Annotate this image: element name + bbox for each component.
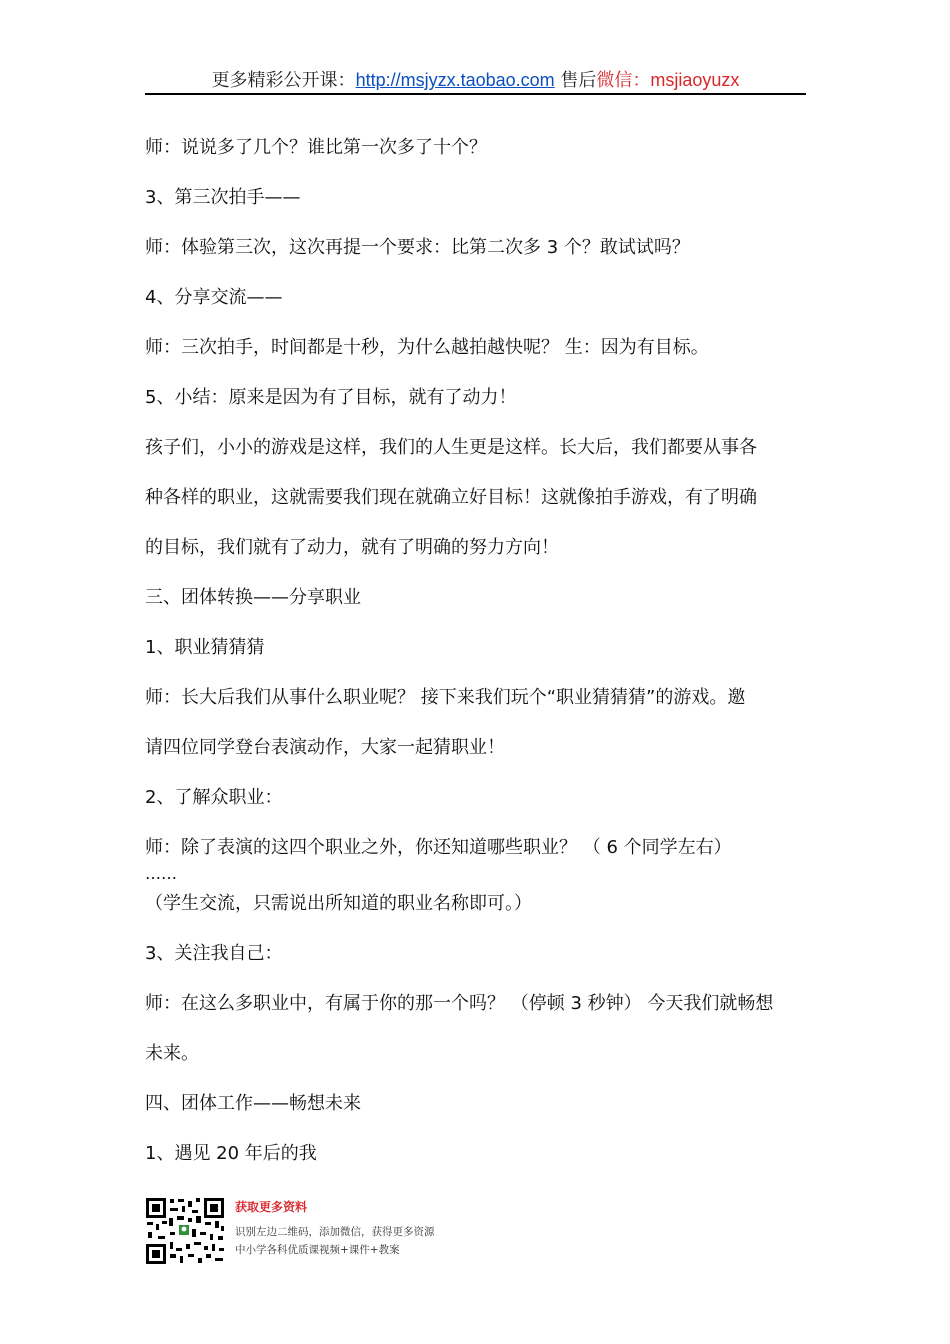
paragraph: 师：长大后我们从事什么职业呢？ 接下来我们玩个“职业猜猜猜”的游戏。邀: [145, 687, 746, 708]
footer-title: 获取更多资料: [235, 1200, 308, 1214]
paragraph: 种各样的职业，这就需要我们现在就确立好目标！这就像拍手游戏，有了明确: [145, 487, 757, 508]
paragraph: 1、职业猜猜猜: [145, 637, 265, 658]
section-heading: 四、团体工作——畅想未来: [145, 1093, 361, 1114]
qr-code-icon[interactable]: [144, 1196, 226, 1266]
header-after-sale: 售后: [560, 70, 597, 91]
footer-line-1: 识别左边二维码，添加微信，获得更多资源: [235, 1226, 435, 1238]
paragraph: 4、分享交流——: [145, 287, 283, 308]
promo-footer: [144, 1196, 474, 1266]
paragraph: 师：除了表演的这四个职业之外，你还知道哪些职业？ （ 6 个同学左右）: [145, 837, 732, 858]
paragraph: 1、遇见 20 年后的我: [145, 1143, 317, 1164]
header-wechat-id: msjiaoyuzx: [650, 70, 740, 90]
paragraph: 师：在这么多职业中，有属于你的那一个吗？ （停顿 3 秒钟） 今天我们就畅想: [145, 993, 774, 1014]
header-prefix: 更多精彩公开课：: [211, 70, 356, 91]
paragraph: （学生交流，只需说出所知道的职业名称即可。）: [145, 893, 532, 914]
paragraph: 3、第三次拍手——: [145, 187, 301, 208]
paragraph: 孩子们，小小的游戏是这样，我们的人生更是这样。长大后，我们都要从事各: [145, 437, 757, 458]
store-link[interactable]: http://msjyzx.taobao.com: [355, 70, 555, 90]
paragraph: 师：体验第三次，这次再提一个要求：比第二次多 3 个？敢试试吗？: [145, 237, 690, 258]
paragraph: 未来。: [145, 1043, 199, 1064]
ellipsis: ……: [145, 864, 177, 883]
document-body: [145, 130, 810, 1166]
paragraph: 师：三次拍手，时间都是十秒，为什么越拍越快呢？ 生：因为有目标。: [145, 337, 709, 358]
paragraph: 3、关注我自己：: [145, 943, 283, 964]
header-wechat-label: 微信：: [596, 70, 651, 91]
paragraph: 师：说说多了几个？谁比第一次多了十个？: [145, 137, 487, 158]
paragraph: 5、小结：原来是因为有了目标，就有了动力！: [145, 387, 517, 408]
page-header: [145, 66, 806, 92]
header-rule: [145, 93, 806, 95]
section-heading: 三、团体转换——分享职业: [145, 587, 361, 608]
footer-line-2: 中小学各科优质课视频+课件+教案: [235, 1244, 400, 1256]
paragraph: 2、了解众职业：: [145, 787, 283, 808]
paragraph: 请四位同学登台表演动作，大家一起猜职业！: [145, 737, 505, 758]
paragraph: 的目标，我们就有了动力，就有了明确的努力方向！: [145, 537, 559, 558]
